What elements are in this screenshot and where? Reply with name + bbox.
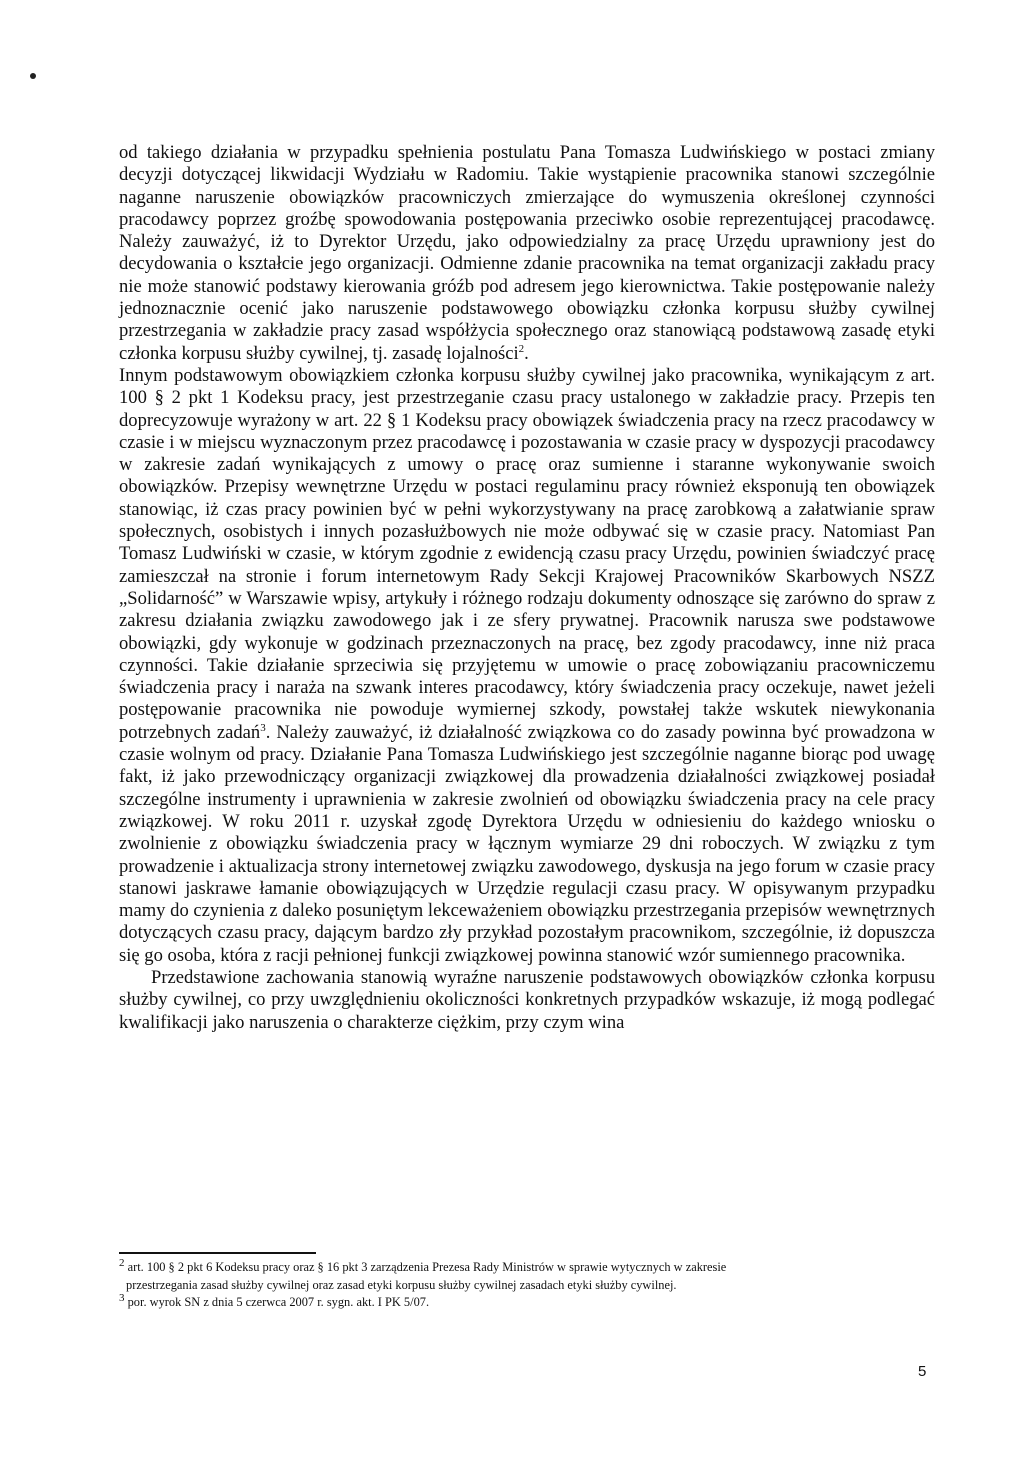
paragraph-1	[119, 142, 935, 365]
paragraph-2-tail: . Należy zauważyć, iż działalność związkowa co do zasady powinna być prowadzona w czasie wolnym od pracy. Działanie Pana Tomasza Ludwińskiego jest szczególnie naganne biorąc pod uwagę fakt, iż jako przewodniczący organizacji związkowej dla prowadzenia działalności związkowej posiadał szczególne instrumenty i uprawnienia w zakresie zwolnień od obowiązku świadczenia pracy na cele pracy związkowej. W roku 2011 r. uzyskał zgodę Dyrektora Urzędu w odniesieniu do każdego wniosku o zwolnienie z obowiązku świadczenia pracy w łącznym wymiarze 29 dni roboczych. W związku z tym prowadzenie i aktualizacja strony internetowej związku zawodowego, dyskusja na jego forum w czasie pracy stanowi jaskrawe łamanie obowiązujących w Urzędzie regulacji czasu pracy. W opisywanym przypadku mamy do czynienia z daleko posuniętym lekceważeniem obowiązku przestrzegania przepisów wewnętrznych dotyczących czasu pracy, dającym bardzo zły przykład pozostałym pracownikom, szczególnie, iż dopuszcza się go osoba, która z racji pełnionej funkcji związkowej powinna stanowić wzór sumiennego pracownika.	[119, 721, 935, 966]
paragraph-2	[119, 365, 935, 967]
footnote-ref-3: 3	[260, 721, 266, 734]
footnote-mark: 2	[119, 1256, 125, 1269]
page-number: 5	[918, 1363, 927, 1380]
footnote-text: art. 100 § 2 pkt 6 Kodeksu pracy oraz § 16 pkt 3 zarządzenia Prezesa Rady Ministrów w sprawie wytycznych w zakresie	[127, 1260, 727, 1274]
paragraph-1-tail: .	[524, 342, 529, 364]
footnote-ref-2: 2	[518, 342, 525, 355]
paragraph-3-text: Przedstawione zachowania stanowią wyraźne naruszenie podstawowych obowiązków członka korpusu służby cywilnej, co przy uwzględnieniu okoliczności konkretnych przypadków wskazuje, iż mogą podlegać kwalifikacji jako naruszenia o charakterze ciężkim, przy czym wina	[119, 966, 935, 1033]
footnote-2	[119, 1256, 919, 1294]
paragraph-2-text: Innym podstawowym obowiązkiem członka korpusu służby cywilnej jako pracownika, wynikającym z art. 100 § 2 pkt 1 Kodeksu pracy, jest przestrzeganie czasu pracy ustalonego w zakładzie pracy. Przepis ten doprecyzowuje wyrażony w art. 22 § 1 Kodeksu pracy obowiązek świadczenia pracy na rzecz pracodawcy w czasie i w miejscu wyznaczonym przez pracodawcę i pozostawania w czasie pracy w dyspozycji pracodawcy w zakresie zadań wynikających z umowy o pracę oraz sumienne i staranne wykonywanie swoich obowiązków. Przepisy wewnętrzne Urzędu w postaci regulaminu pracy również eksponują ten obowiązek stanowiąc, iż czas pracy powinien być w pełni wykorzystywany na pracę zarobkową a załatwianie spraw społecznych, osobistych i innych pozasłużbowych nie może odbywać się w czasie pracy. Natomiast Pan Tomasz Ludwiński w czasie, w którym zgodnie z ewidencją czasu pracy Urzędu, powinien świadczyć pracę zamieszczał na stronie i forum internetowym Rady Sekcji Krajowej Pracowników Skarbowych NSZZ „Solidarność” w Warszawie wpisy, artykuły i różnego rodzaju dokumenty odnoszące się zarówno do spraw z zakresu działania związku zawodowego jak i ze sfery prywatnej. Pracownik narusza swe podstawowe obowiązki, gdy wykonuje w godzinach przeznaczonych na pracę, bez zgody pracodawcy, inne niż praca czynności. Takie działanie sprzeciwia się przyjętemu w umowie o pracę zobowiązaniu pracowniczemu świadczenia pracy i naraża na szwank interes pracodawcy, który świadczenia pracy oczekuje, nawet jeżeli postępowanie pracownika nie powoduje wymiernej szkody, powstałej także wskutek niewykonania potrzebnych zadań	[119, 364, 935, 743]
footnote-mark: 3	[119, 1291, 125, 1304]
paragraph-1-text: od takiego działania w przypadku spełnienia postulatu Pana Tomasza Ludwińskiego w postaci zmiany decyzji dotyczącej likwidacji Wydziału w Radomiu. Takie wystąpienie pracownika stanowi szczególnie naganne naruszenie obowiązków pracowniczych zmierzające do wymuszenia określonej czynności pracodawcy poprzez groźbę spowodowania postępowania przeciwko osobie reprezentującej pracodawcę. Należy zauważyć, iż to Dyrektor Urzędu, jako odpowiedzialny za pracę Urzędu uprawniony jest do decydowania o kształcie jego organizacji. Odmienne zdanie pracownika na temat organizacji zakładu pracy nie może stanowić podstawy kierowania gróźb pod adresem jego kierownictwa. Takie postępowanie należy jednoznacznie ocenić jako naruszenie podstawowego obowiązku członka korpusu służby cywilnej przestrzegania w zakładzie pracy zasad współżycia społecznego oraz stanowiącą podstawową zasadę etyki członka korpusu służby cywilnej, tj. zasadę lojalności	[119, 142, 935, 364]
footnote-separator	[119, 1252, 316, 1254]
footnote-text-continued: przestrzegania zasad służby cywilnej oraz zasad etyki korpusu służby cywilnej zasadach etyki służby cywilnej.	[126, 1277, 677, 1292]
footnotes	[119, 1256, 919, 1312]
footnote-text: por. wyrok SN z dnia 5 czerwca 2007 r. sygn. akt. I PK 5/07.	[127, 1295, 430, 1309]
document-body	[119, 142, 935, 1034]
paragraph-3	[119, 967, 935, 1034]
footnote-3	[119, 1291, 919, 1312]
scan-speck	[30, 73, 36, 79]
